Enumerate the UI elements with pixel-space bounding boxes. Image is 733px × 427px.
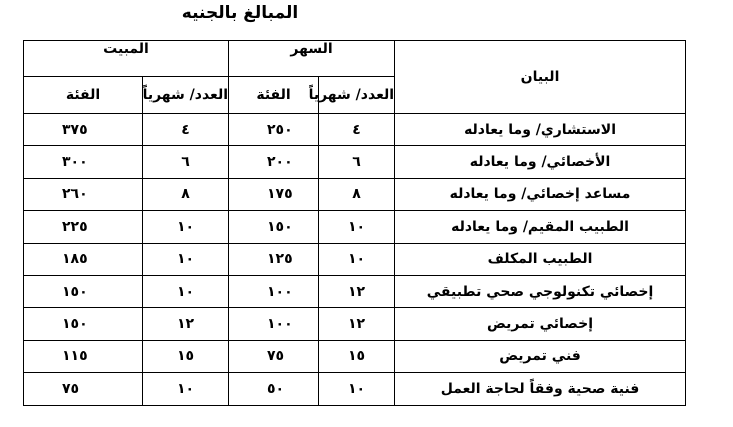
row-item-label: الطبيب المكلف — [395, 243, 686, 275]
overnight-count-cell: ١٥ — [143, 340, 229, 372]
overnight-fee-cell: ١٨٥ — [24, 243, 143, 275]
table-row — [24, 373, 686, 405]
evening-fee-cell: ٢٥٠ — [229, 114, 319, 146]
table-body — [24, 114, 686, 406]
overnight-fee-cell: ٧٥ — [24, 373, 143, 405]
overnight-fee-cell: ١١٥ — [24, 340, 143, 372]
evening-fee-cell: ٧٥ — [229, 340, 319, 372]
overnight-fee-cell: ٢٦٠ — [24, 178, 143, 210]
overnight-fee-cell: ٣٠٠ — [24, 146, 143, 178]
evening-fee-cell: ١٧٥ — [229, 178, 319, 210]
amounts-caption: المبالغ بالجنيه — [181, 3, 299, 23]
overnight-count-cell: ١٠ — [143, 275, 229, 307]
row-item-label: إخصائي تمريض — [395, 308, 686, 340]
row-item-label: إخصائي تكنولوجي صحي تطبيقي — [395, 275, 686, 307]
overnight-count-cell: ٨ — [143, 178, 229, 210]
overnight-count-cell: ٦ — [143, 146, 229, 178]
evening-count-cell: ١٢ — [319, 275, 395, 307]
overnight-count-cell: ٤ — [143, 114, 229, 146]
table-row — [24, 340, 686, 372]
evening-count-header: العدد/ شهرياً — [319, 77, 395, 114]
row-item-label: الطبيب المقيم/ وما يعادله — [395, 211, 686, 243]
table-row — [24, 114, 686, 146]
evening-fee-cell: ١٠٠ — [229, 308, 319, 340]
overnight-fee-cell: ٢٢٥ — [24, 211, 143, 243]
evening-group-header: السهر — [229, 41, 395, 77]
evening-category-header: الفئة — [229, 77, 319, 114]
evening-count-cell: ١٥ — [319, 340, 395, 372]
evening-count-cell: ١٠ — [319, 373, 395, 405]
overnight-category-header: الفئة — [24, 77, 143, 114]
overnight-fee-cell: ٣٧٥ — [24, 114, 143, 146]
evening-count-cell: ٨ — [319, 178, 395, 210]
table-row — [24, 146, 686, 178]
row-item-label: فني تمريض — [395, 340, 686, 372]
evening-fee-cell: ١٢٥ — [229, 243, 319, 275]
evening-count-cell: ١٠ — [319, 211, 395, 243]
row-item-label: فنية صحية وفقاً لحاجة العمل — [395, 373, 686, 405]
table-row — [24, 178, 686, 210]
overnight-count-cell: ١٠ — [143, 243, 229, 275]
table-row — [24, 243, 686, 275]
overnight-count-cell: ١٢ — [143, 308, 229, 340]
table-row — [24, 308, 686, 340]
header-row-groups — [24, 41, 686, 77]
row-item-label: الأخصائي/ وما يعادله — [395, 146, 686, 178]
table-row — [24, 275, 686, 307]
allowance-table — [23, 40, 686, 406]
table-row — [24, 211, 686, 243]
evening-fee-cell: ١٠٠ — [229, 275, 319, 307]
evening-fee-cell: ٥٠ — [229, 373, 319, 405]
overnight-group-header: المبيت — [24, 41, 229, 77]
overnight-count-header: العدد/ شهرياً — [143, 77, 229, 114]
overnight-count-cell: ١٠ — [143, 373, 229, 405]
evening-count-cell: ١٢ — [319, 308, 395, 340]
evening-fee-cell: ١٥٠ — [229, 211, 319, 243]
row-item-label: مساعد إخصائي/ وما يعادله — [395, 178, 686, 210]
overnight-fee-cell: ١٥٠ — [24, 275, 143, 307]
evening-count-cell: ٤ — [319, 114, 395, 146]
evening-fee-cell: ٢٠٠ — [229, 146, 319, 178]
evening-count-cell: ١٠ — [319, 243, 395, 275]
row-item-label: الاستشاري/ وما يعادله — [395, 114, 686, 146]
overnight-fee-cell: ١٥٠ — [24, 308, 143, 340]
evening-count-cell: ٦ — [319, 146, 395, 178]
item-column-header: البيان — [395, 41, 686, 114]
overnight-count-cell: ١٠ — [143, 211, 229, 243]
